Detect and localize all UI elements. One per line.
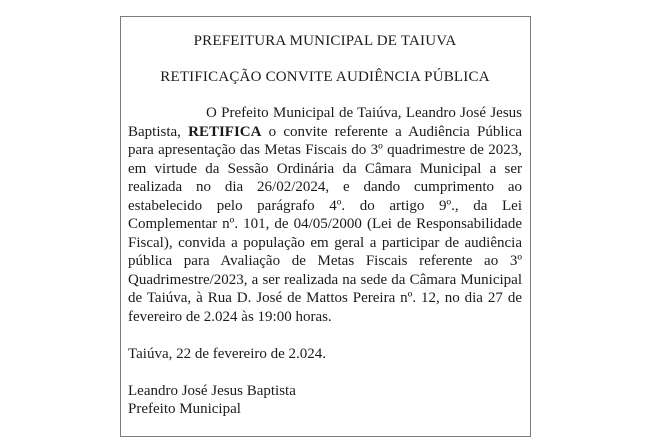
- paragraph-text-after-bold: o convite referente a Audiência Pública para apresentação das Metas Fiscais do 3º quadrimestre de 2023, em virtude da Sessão Ordinária da Câmara Municipal a ser realizada no dia 26/02/2024, e dando cumprimento ao estabelecido pelo parágrafo 4º. do artigo 9º., da Lei Complementar nº. 101, de 04/05/2000 (Lei de Responsabilidade Fiscal), convida a população em geral a participar de audiência pública para Avaliação de Metas Fiscais referente ao 3º Quadrimestre/2023, a ser realizada na sede da Câmara Municipal de Taiúva, à Rua D. José de Mattos Pereira nº. 12, no dia 27 de fevereiro de 2.024 às 19:00 horas.: [128, 123, 522, 325]
- paragraph-text-before-bold: O Prefeito Municipal de Taiúva, Leandro José Jesus Baptista,: [128, 105, 522, 140]
- retifica-bold-emphasis: RETIFICA: [188, 123, 262, 140]
- date-line: Taiúva, 22 de fevereiro de 2.024.: [128, 345, 327, 362]
- signature-block: [128, 382, 522, 419]
- document-title: PREFEITURA MUNICIPAL DE TAIUVA: [193, 33, 457, 49]
- signature-title: Prefeito Municipal: [128, 401, 241, 417]
- document-subtitle: RETIFICAÇÃO CONVITE AUDIÊNCIA PÚBLICA: [160, 69, 490, 85]
- signature-name: Leandro José Jesus Baptista: [128, 382, 296, 399]
- body-paragraph: [128, 104, 522, 326]
- document-border-box: [120, 16, 531, 437]
